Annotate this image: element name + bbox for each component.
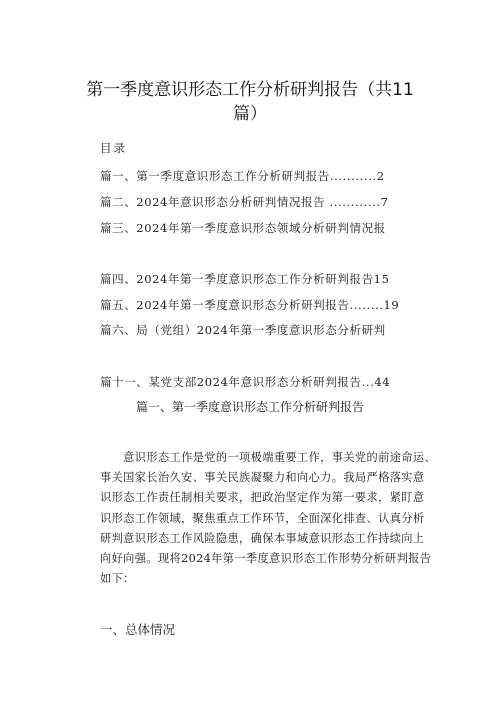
paragraph-line: 如下： <box>100 572 135 586</box>
toc-entry-7: 篇十一、某党支部2024年意识形态分析研判报告...44 <box>100 375 391 389</box>
paragraph-line: 向好向强。现将2024年第一季度意识形态工作形势分析研判报告 <box>100 552 432 566</box>
document-title-line-2: 篇） <box>233 104 267 124</box>
section-title: 篇一、第一季度意识形态工作分析研判报告 <box>135 400 364 414</box>
toc-entry-4: 篇四、2024年第一季度意识形态工作分析研判报告15 <box>100 272 390 286</box>
paragraph-line: 事关国家长治久安、事关民族凝聚力和向心力。我局严格落实意 <box>100 471 425 485</box>
paragraph-line: 识形态工作责任制相关要求，把政治坚定作为第一要求，紧盯意 <box>100 491 425 505</box>
toc-entry-1: 篇一、第一季度意识形态工作分析研判报告...........2 <box>100 169 385 183</box>
toc-entry-6: 篇六、局（党组）2024年第一季度意识形态分析研判 <box>100 323 386 337</box>
subheading-overview: 一、总体情况 <box>100 622 176 637</box>
paragraph-line: 研判意识形态工作风险隐患，确保本事域意识形态工作持续向上 <box>100 531 425 545</box>
document-title-line-1: 第一季度意识形态工作分析研判报告（共11 <box>86 80 414 100</box>
toc-entry-2: 篇二、2024年意识形态分析研判情况报告 ............7 <box>100 195 389 209</box>
paragraph-line: 意识形态工作是党的一项极端重要工作，事关党的前途命运、 <box>100 451 437 464</box>
toc-entry-5: 篇五、2024年第一季度意识形态分析研判报告........19 <box>100 298 400 312</box>
body-paragraph <box>100 448 437 589</box>
toc-entry-3: 篇三、2024年第一季度意识形态领域分析研判情况报 <box>100 221 386 235</box>
document-title <box>60 78 440 126</box>
toc-heading: 目录 <box>100 141 127 155</box>
paragraph-line: 识形态工作领域，聚焦重点工作环节，全面深化排查、认真分析 <box>100 511 425 525</box>
